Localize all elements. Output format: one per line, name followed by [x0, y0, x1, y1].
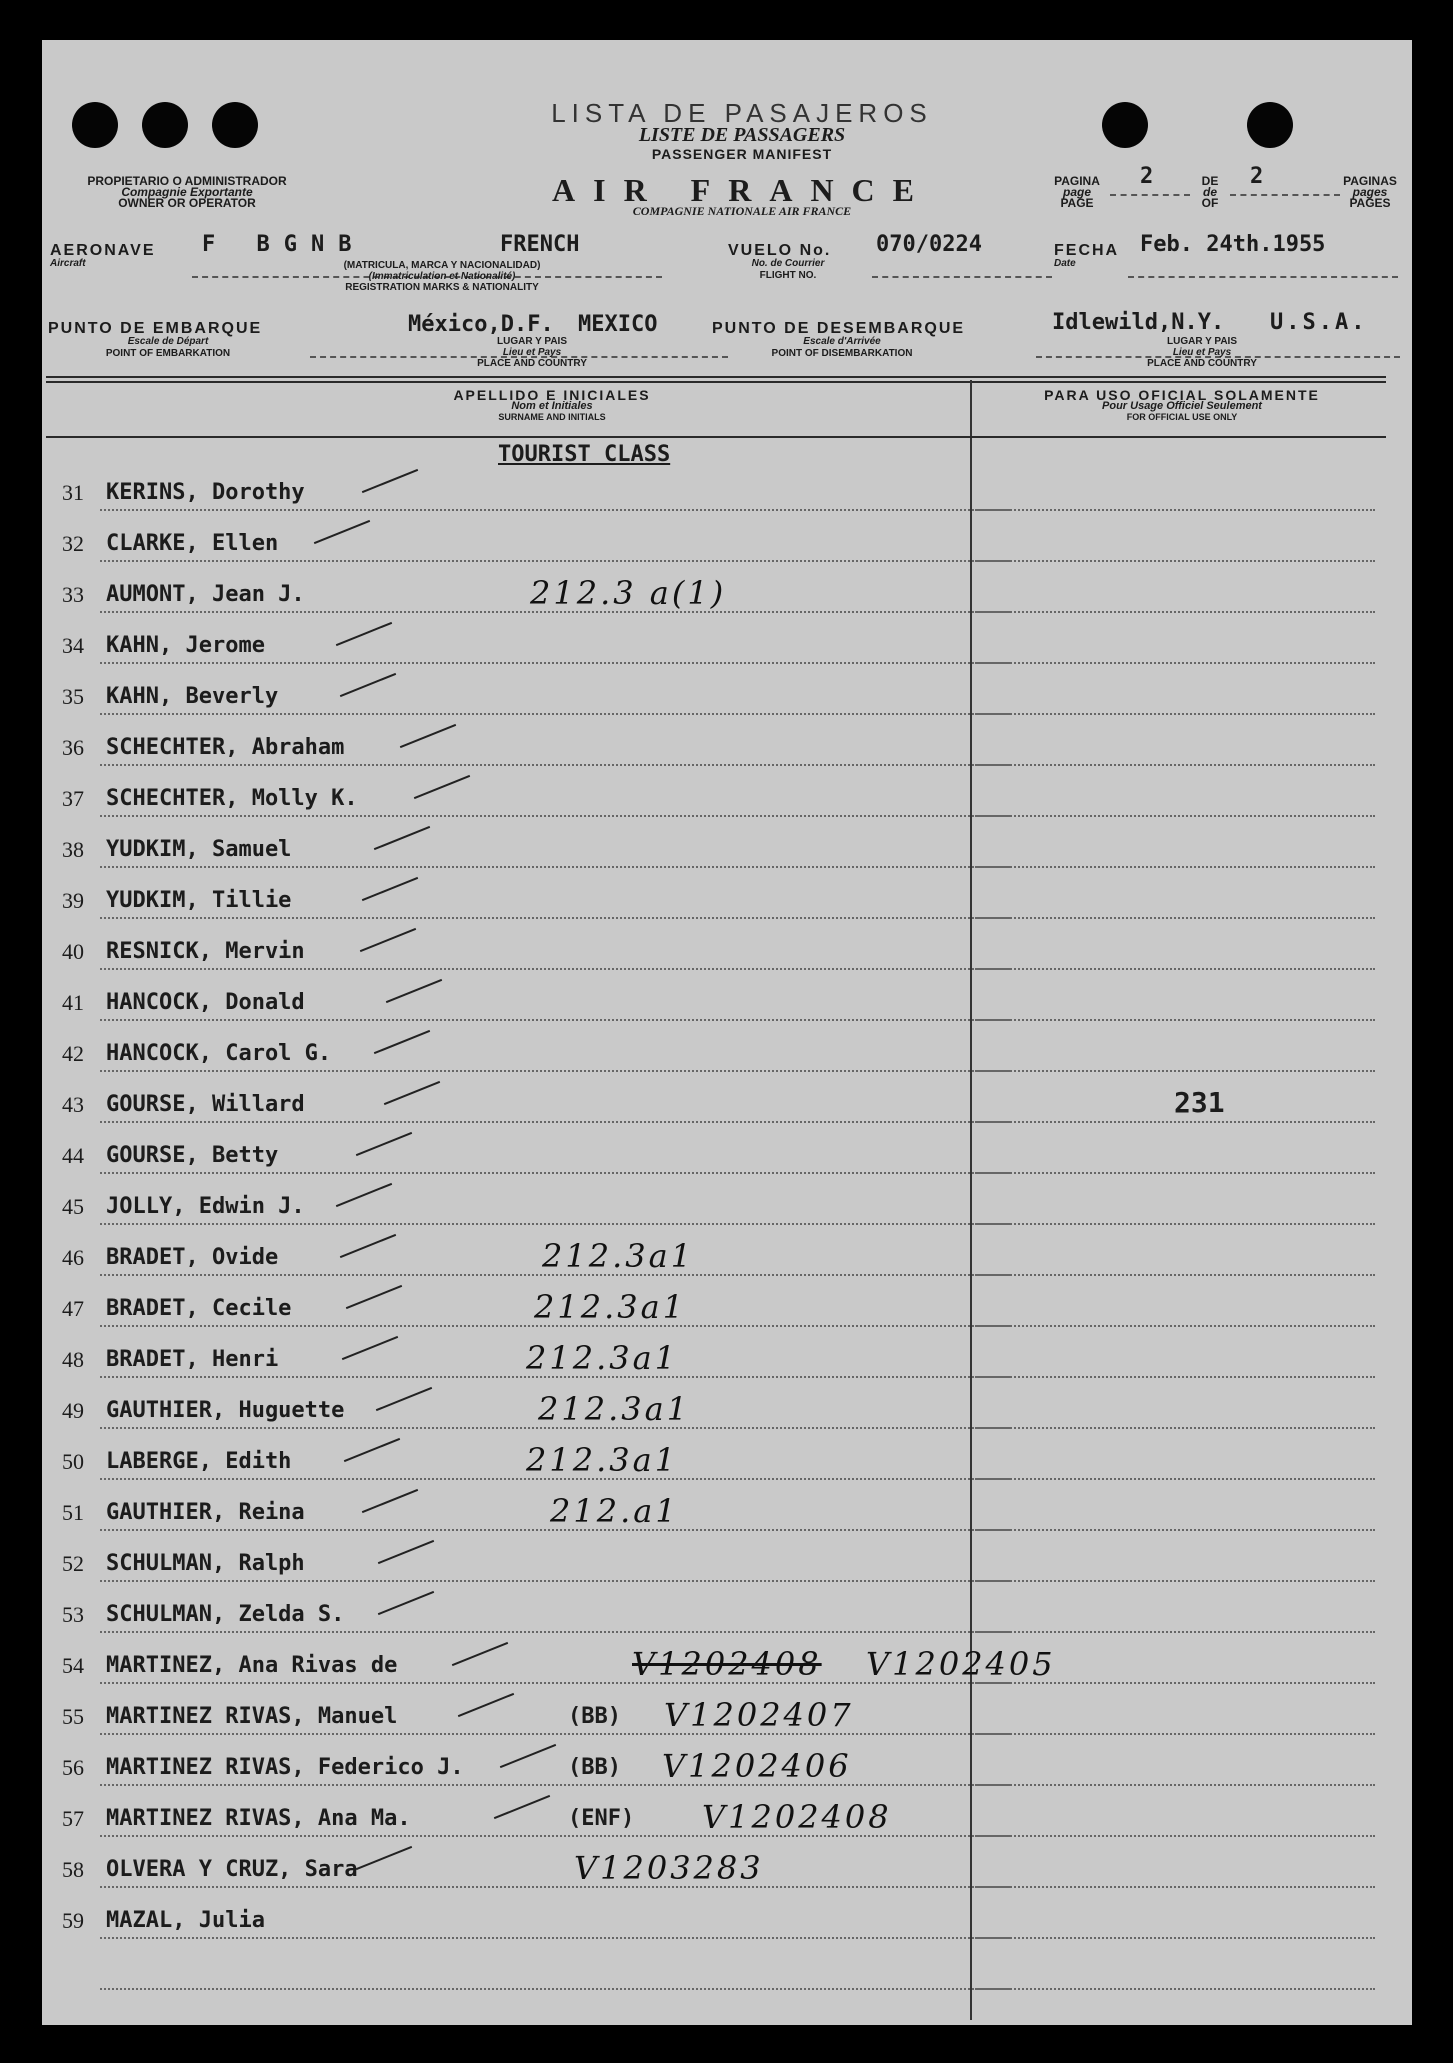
passenger-row: [42, 619, 1404, 670]
embark-label-fr: Escale de Départ: [127, 336, 209, 347]
row-rule: [100, 1121, 1010, 1123]
flight-label: VUELO No.: [728, 242, 832, 259]
passenger-row: [42, 823, 1404, 874]
passenger-row: [42, 1792, 1404, 1843]
row-rule: [100, 1172, 1010, 1174]
official-row-rule: [975, 560, 1375, 562]
passenger-name: SCHECHTER, Abraham: [106, 735, 345, 760]
row-rule: [100, 1325, 1010, 1327]
aircraft-nationality: FRENCH: [500, 232, 580, 257]
check-mark: [386, 979, 442, 1003]
row-rule: [100, 1376, 1010, 1378]
passenger-row: [42, 1588, 1404, 1639]
passenger-row: [42, 670, 1404, 721]
passenger-name: KAHN, Jerome: [106, 633, 265, 658]
row-number: 50: [62, 1449, 84, 1474]
place-sub-en: PLACE AND COUNTRY: [1147, 358, 1257, 369]
aircraft-label-fr: Aircraft: [50, 258, 86, 269]
passenger-row: [42, 1894, 1404, 1945]
passenger-tag: (ENF): [568, 1806, 635, 1831]
official-row-rule: [975, 1019, 1375, 1021]
handwritten-note: 212.3a1: [534, 1288, 687, 1326]
row-number: 36: [62, 735, 84, 760]
row-rule: [100, 1529, 1010, 1531]
passenger-name: JOLLY, Edwin J.: [106, 1194, 305, 1219]
row-number: 40: [62, 939, 84, 964]
check-mark: [500, 1744, 556, 1768]
check-mark: [378, 1540, 434, 1564]
row-number: 51: [62, 1500, 84, 1525]
official-row-rule: [975, 917, 1375, 919]
page-label-fr: page: [1062, 185, 1091, 199]
row-number: 56: [62, 1755, 84, 1780]
official-row-rule: [975, 1223, 1375, 1225]
punch-hole: [212, 102, 258, 148]
passenger-tag: (BB): [568, 1704, 621, 1729]
names-header-en: SURNAME AND INITIALS: [498, 412, 606, 422]
page-number: 2: [1140, 164, 1154, 189]
official-row-rule: [975, 815, 1375, 817]
official-row-rule: [975, 764, 1375, 766]
of-label-es: DE: [1201, 174, 1219, 188]
handwritten-note: 212.3a1: [526, 1441, 679, 1479]
row-number: 44: [62, 1143, 84, 1168]
row-number: 45: [62, 1194, 84, 1219]
row-rule: [100, 1886, 1010, 1888]
row-number: 59: [62, 1908, 84, 1933]
passenger-row: [42, 517, 1404, 568]
passenger-row: [42, 1282, 1404, 1333]
passenger-tag: (BB): [568, 1755, 621, 1780]
official-row-rule: [975, 1733, 1375, 1735]
passenger-row: [42, 772, 1404, 823]
passenger-name: MARTINEZ RIVAS, Ana Ma.: [106, 1806, 411, 1831]
check-mark: [360, 928, 416, 952]
row-rule: [100, 1427, 1010, 1429]
check-mark: [342, 1336, 398, 1360]
check-mark: [374, 1030, 430, 1054]
passenger-row: [42, 1129, 1404, 1180]
official-row-rule: [975, 1937, 1375, 1939]
row-rule: [100, 815, 1010, 817]
row-rule: [100, 1937, 1010, 1939]
passenger-row: [42, 1078, 1404, 1129]
owner-label-es: PROPIETARIO O ADMINISTRADOR: [87, 174, 287, 188]
row-rule: [100, 1733, 1010, 1735]
row-number: 41: [62, 990, 84, 1015]
check-mark: [336, 622, 392, 646]
check-mark: [374, 826, 430, 850]
row-rule: [100, 866, 1010, 868]
embark-place: México,D.F.: [408, 312, 554, 337]
passenger-name: GOURSE, Betty: [106, 1143, 279, 1168]
handwritten-note: 212.3a1: [538, 1390, 691, 1428]
official-header-fr: Pour Usage Officiel Seulement: [1102, 400, 1262, 412]
names-header-fr: Nom et Initiales: [511, 400, 593, 412]
place-sub-disembark: [1102, 336, 1302, 369]
flight-label-fr: No. de Courrier: [751, 258, 825, 269]
row-rule: [100, 1478, 1010, 1480]
embark-label-en: POINT OF EMBARKATION: [105, 348, 231, 359]
row-number: 58: [62, 1857, 84, 1882]
registration-sub: [282, 260, 602, 293]
owner-label: [42, 176, 332, 209]
handwritten-note: V1202407: [664, 1696, 854, 1734]
page-label-es: PAGINA: [1054, 174, 1100, 188]
passenger-name: GAUTHIER, Reina: [106, 1500, 305, 1525]
empty-row: [42, 1945, 1404, 1996]
passenger-name: YUDKIM, Samuel: [106, 837, 292, 862]
row-rule: [100, 662, 1010, 664]
official-header-en: FOR OFFICIAL USE ONLY: [1126, 412, 1238, 422]
official-row-rule: [975, 1886, 1375, 1888]
row-number: 32: [62, 531, 84, 556]
official-note: 231: [1174, 1086, 1225, 1119]
handwritten-note: 212.3a1: [542, 1237, 695, 1275]
row-number: 47: [62, 1296, 84, 1321]
check-mark: [458, 1693, 514, 1717]
official-row-rule: [975, 509, 1375, 511]
official-row-rule: [975, 1070, 1375, 1072]
row-number: 53: [62, 1602, 84, 1627]
row-number: 43: [62, 1092, 84, 1117]
check-mark: [336, 1183, 392, 1207]
passenger-row: [42, 1333, 1404, 1384]
passenger-row: [42, 1435, 1404, 1486]
date-label: FECHA: [1054, 242, 1120, 259]
embark-label: PUNTO DE EMBARQUE: [48, 320, 263, 337]
passenger-name: OLVERA Y CRUZ, Sara: [106, 1857, 358, 1882]
passenger-name: BRADET, Ovide: [106, 1245, 279, 1270]
passenger-name: GAUTHIER, Huguette: [106, 1398, 345, 1423]
check-mark: [340, 1234, 396, 1258]
passenger-name: SCHECHTER, Molly K.: [106, 786, 358, 811]
flight-number: 070/0224: [876, 232, 982, 257]
official-row-rule: [975, 713, 1375, 715]
row-number: 46: [62, 1245, 84, 1270]
row-rule: [100, 1580, 1010, 1582]
check-mark: [494, 1795, 550, 1819]
row-rule: [100, 509, 1010, 511]
reg-sub-es: (MATRICULA, MARCA Y NACIONALIDAD): [343, 260, 541, 271]
check-mark: [376, 1387, 432, 1411]
row-rule: [100, 1784, 1010, 1786]
check-mark: [362, 469, 418, 493]
check-mark: [356, 1132, 412, 1156]
passenger-row: [42, 1231, 1404, 1282]
passenger-name: BRADET, Cecile: [106, 1296, 292, 1321]
airline-subtitle: COMPAGNIE NATIONALE AIR FRANCE: [632, 204, 852, 218]
row-number: 34: [62, 633, 84, 658]
check-mark: [344, 1438, 400, 1462]
official-row-rule: [975, 1478, 1375, 1480]
flight-label-en: FLIGHT NO.: [759, 270, 817, 281]
row-number: 48: [62, 1347, 84, 1372]
passenger-row: [42, 568, 1404, 619]
passenger-name: LABERGE, Edith: [106, 1449, 292, 1474]
official-row-rule: [975, 1325, 1375, 1327]
check-mark: [362, 1489, 418, 1513]
check-mark: [362, 877, 418, 901]
header-rule: [46, 376, 1386, 378]
official-row-rule: [975, 1376, 1375, 1378]
punch-hole: [1247, 102, 1293, 148]
passenger-row: [42, 1180, 1404, 1231]
passenger-name: KAHN, Beverly: [106, 684, 279, 709]
pages-label-en: PAGES: [1349, 196, 1391, 210]
names-column-header: [282, 387, 822, 423]
check-mark: [378, 1591, 434, 1615]
passenger-name: HANCOCK, Carol G.: [106, 1041, 332, 1066]
check-mark: [314, 520, 370, 544]
passenger-name: YUDKIM, Tillie: [106, 888, 292, 913]
passenger-name: MAZAL, Julia: [106, 1908, 265, 1933]
passenger-row: [42, 1639, 1404, 1690]
disembark-label-fr: Escale d'Arrivée: [803, 336, 881, 347]
row-number: 57: [62, 1806, 84, 1831]
of-label-fr: de: [1202, 185, 1217, 199]
punch-hole: [1102, 102, 1148, 148]
punch-hole: [142, 102, 188, 148]
row-number: 31: [62, 480, 84, 505]
passenger-row: [42, 874, 1404, 925]
place-sub-en: PLACE AND COUNTRY: [477, 358, 587, 369]
check-mark: [414, 775, 470, 799]
passenger-name: RESNICK, Mervin: [106, 939, 305, 964]
row-number: 42: [62, 1041, 84, 1066]
manifest-sheet: [42, 40, 1412, 2025]
section-title: TOURIST CLASS: [498, 442, 671, 467]
row-rule: [100, 1223, 1010, 1225]
handwritten-note: V1202408: [702, 1798, 892, 1836]
passenger-name: MARTINEZ RIVAS, Federico J.: [106, 1755, 464, 1780]
title-french: LISTE DE PASSAGERS: [638, 124, 846, 146]
row-rule: [100, 1274, 1010, 1276]
passenger-name: SCHULMAN, Zelda S.: [106, 1602, 345, 1627]
official-row-rule: [975, 1784, 1375, 1786]
handwritten-note: 212.3a1: [526, 1339, 679, 1377]
names-header-es: APELLIDO E INICIALES: [453, 387, 651, 403]
reg-sub-fr: (Immatriculation et Nationalité): [368, 271, 516, 282]
passenger-name: BRADET, Henri: [106, 1347, 279, 1372]
page-total: 2: [1250, 164, 1264, 189]
check-mark: [400, 724, 456, 748]
title-english: PASSENGER MANIFEST: [651, 146, 833, 162]
passenger-row: [42, 1537, 1404, 1588]
official-column-header: [987, 387, 1377, 423]
passenger-name: AUMONT, Jean J.: [106, 582, 305, 607]
passenger-name: MARTINEZ, Ana Rivas de: [106, 1653, 398, 1678]
passenger-row: [42, 466, 1404, 517]
place-sub-fr: Lieu et Pays: [502, 347, 562, 358]
row-number: 54: [62, 1653, 84, 1678]
pages-label: [1340, 176, 1400, 209]
flight-date: Feb. 24th.1955: [1140, 232, 1326, 257]
of-label-en: OF: [1201, 196, 1219, 210]
check-mark: [346, 1285, 402, 1309]
date-label-fr: Date: [1054, 258, 1076, 269]
official-row-rule: [975, 1172, 1375, 1174]
official-row-rule: [975, 968, 1375, 970]
passenger-row: [42, 1384, 1404, 1435]
place-sub-embark: [402, 336, 662, 369]
official-row-rule: [975, 1427, 1375, 1429]
page-label: [1047, 176, 1107, 209]
check-mark: [356, 1846, 412, 1870]
official-row-rule: [975, 1835, 1375, 1837]
passenger-name: MARTINEZ RIVAS, Manuel: [106, 1704, 398, 1729]
passenger-name: CLARKE, Ellen: [106, 531, 279, 556]
handwritten-note: 212.a1: [550, 1492, 679, 1530]
place-sub-es: LUGAR Y PAIS: [496, 336, 567, 347]
passenger-name: KERINS, Dorothy: [106, 480, 305, 505]
title-spanish: LISTA DE PASAJEROS: [551, 98, 933, 128]
official-row-rule: [975, 611, 1375, 613]
official-row-rule: [975, 866, 1375, 868]
official-row-rule: [975, 1529, 1375, 1531]
row-number: 39: [62, 888, 84, 913]
row-rule: [100, 968, 1010, 970]
row-rule: [100, 611, 1010, 613]
passenger-row: [42, 1027, 1404, 1078]
row-rule: [100, 1988, 1010, 1990]
row-rule: [100, 560, 1010, 562]
pages-label-fr: pages: [1352, 185, 1388, 199]
row-number: 33: [62, 582, 84, 607]
passenger-row: [42, 976, 1404, 1027]
aircraft-label: AERONAVE: [50, 242, 156, 259]
row-rule: [100, 1835, 1010, 1837]
check-mark: [384, 1081, 440, 1105]
row-rule: [100, 1019, 1010, 1021]
page-label-en: PAGE: [1060, 196, 1094, 210]
row-rule: [100, 1682, 1010, 1684]
column-header-rule: [46, 436, 1386, 438]
check-mark: [340, 673, 396, 697]
row-number: 52: [62, 1551, 84, 1576]
embark-country: MEXICO: [578, 312, 658, 337]
row-number: 38: [62, 837, 84, 862]
passenger-name: GOURSE, Willard: [106, 1092, 305, 1117]
disembark-place: Idlewild,N.Y.: [1052, 310, 1225, 335]
owner-label-en: OWNER OR OPERATOR: [118, 196, 256, 210]
disembark-label: PUNTO DE DESEMBARQUE: [712, 320, 966, 337]
row-rule: [100, 1070, 1010, 1072]
official-row-rule: [975, 1682, 1375, 1684]
official-row-rule: [975, 1274, 1375, 1276]
place-sub-fr: Lieu et Pays: [1172, 347, 1232, 358]
row-rule: [100, 764, 1010, 766]
handwritten-note: V1202408: [632, 1645, 822, 1683]
reg-sub-en: REGISTRATION MARKS & NATIONALITY: [345, 282, 539, 293]
official-row-rule: [975, 1580, 1375, 1582]
check-mark: [452, 1642, 508, 1666]
passenger-row: [42, 1486, 1404, 1537]
passenger-row: [42, 1843, 1404, 1894]
passenger-name: SCHULMAN, Ralph: [106, 1551, 305, 1576]
punch-hole: [72, 102, 118, 148]
passenger-name: HANCOCK, Donald: [106, 990, 305, 1015]
airline-name: AIR FRANCE: [552, 172, 932, 208]
row-number: 55: [62, 1704, 84, 1729]
row-number: 49: [62, 1398, 84, 1423]
official-row-rule: [975, 662, 1375, 664]
disembark-country: U.S.A.: [1270, 310, 1368, 335]
official-row-rule: [975, 1121, 1375, 1123]
handwritten-note: V1202406: [662, 1747, 852, 1785]
row-rule: [100, 1631, 1010, 1633]
passenger-row: [42, 721, 1404, 772]
official-row-rule: [975, 1988, 1375, 1990]
handwritten-note: 212.3 a(1): [530, 574, 727, 612]
place-sub-es: LUGAR Y PAIS: [1166, 336, 1237, 347]
passenger-row: [42, 925, 1404, 976]
official-row-rule: [975, 1631, 1375, 1633]
handwritten-note-corrected: V1202405: [866, 1645, 1056, 1683]
row-rule: [100, 917, 1010, 919]
passenger-row: [42, 1741, 1404, 1792]
aircraft-registration: F BGNB: [202, 232, 366, 257]
row-rule: [100, 713, 1010, 715]
disembark-label-en: POINT OF DISEMBARKATION: [771, 348, 913, 359]
of-label: [1192, 176, 1228, 209]
header-rule: [46, 381, 1386, 383]
handwritten-note: V1203283: [574, 1849, 764, 1887]
official-header-es: PARA USO OFICIAL SOLAMENTE: [1044, 387, 1320, 403]
row-number: 35: [62, 684, 84, 709]
pages-label-es: PAGINAS: [1343, 174, 1397, 188]
passenger-row: [42, 1690, 1404, 1741]
row-number: 37: [62, 786, 84, 811]
owner-label-fr: Compagnie Exportante: [121, 185, 253, 199]
